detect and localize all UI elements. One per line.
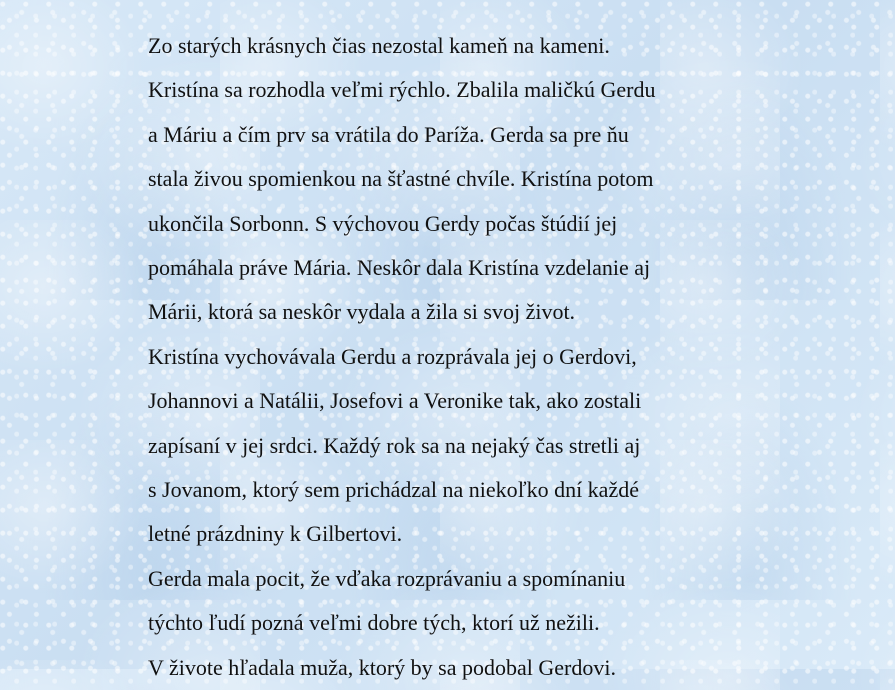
text-line: V živote hľadala muža, ktorý by sa podobal Gerdovi. bbox=[148, 654, 616, 680]
text-line: zapísaní v jej srdci. Každý rok sa na nejaký čas stretli aj bbox=[148, 432, 641, 458]
text-line: Johannovi a Natálii, Josefovi a Veronike tak, ako zostali bbox=[148, 388, 642, 414]
text-line: ukončila Sorbonn. S výchovou Gerdy počas štúdií jej bbox=[148, 210, 618, 236]
text-line: Kristína vychovávala Gerdu a rozprávala jej o Gerdovi, bbox=[148, 343, 637, 369]
text-line: Márii, ktorá sa neskôr vydala a žila si svoj život. bbox=[148, 299, 576, 325]
story-text bbox=[148, 24, 768, 690]
text-line: Kristína sa rozhodla veľmi rýchlo. Zbalila maličkú Gerdu bbox=[148, 77, 656, 103]
text-line: s Jovanom, ktorý sem prichádzal na niekoľko dní každé bbox=[148, 477, 639, 503]
text-line: Gerda mala pocit, že vďaka rozprávaniu a spomínaniu bbox=[148, 565, 626, 591]
text-line: týchto ľudí pozná veľmi dobre tých, ktorí už nežili. bbox=[148, 610, 600, 636]
text-line: stala živou spomienkou na šťastné chvíle. Kristína potom bbox=[148, 166, 654, 192]
text-line: a Máriu a čím prv sa vrátila do Paríža. Gerda sa pre ňu bbox=[148, 121, 629, 147]
text-line: Zo starých krásnych čias nezostal kameň na kameni. bbox=[148, 33, 610, 58]
text-line: pomáhala práve Mária. Neskôr dala Kristína vzdelanie aj bbox=[148, 255, 651, 281]
text-line: letné prázdniny k Gilbertovi. bbox=[148, 521, 403, 547]
